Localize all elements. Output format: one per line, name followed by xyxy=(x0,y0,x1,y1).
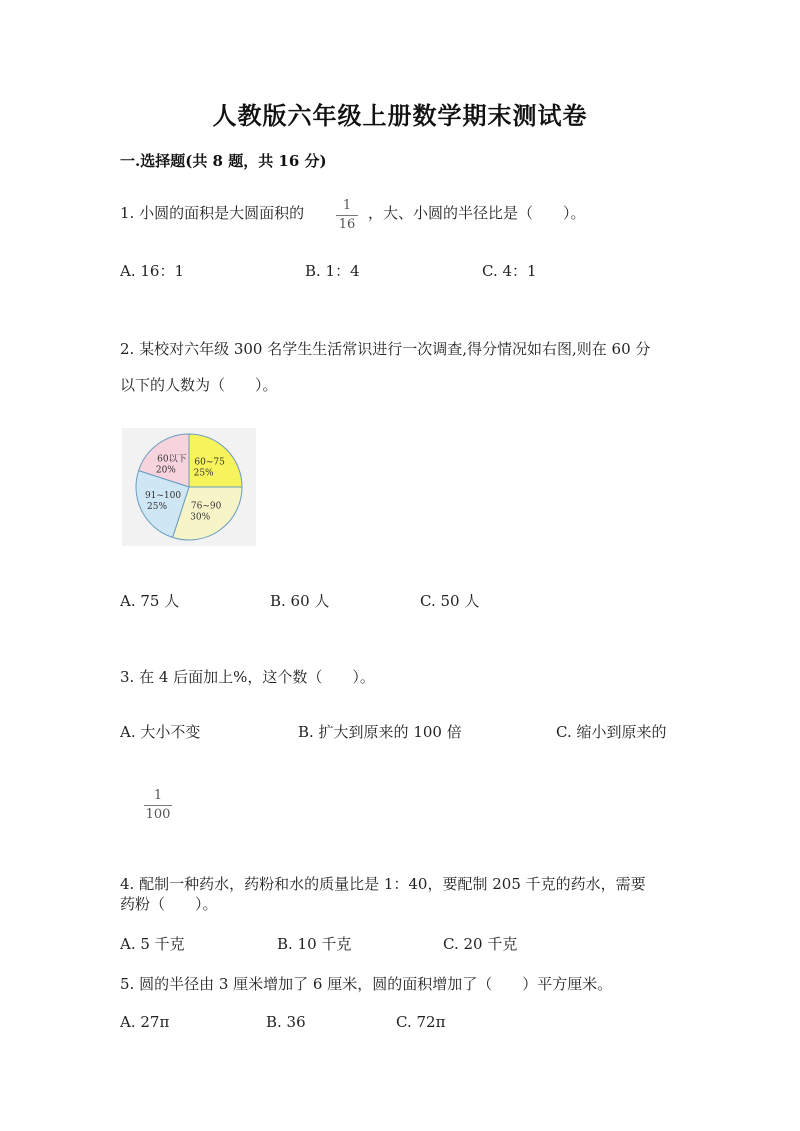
q1-fraction xyxy=(336,198,358,233)
q3-option-c: C. 缩小到原来的 xyxy=(556,723,667,741)
fraction-bar xyxy=(144,805,172,806)
pie-slice-percent: 25% xyxy=(193,468,214,479)
q3-fraction-numerator: 1 xyxy=(153,788,163,803)
q4-line-2: 药粉（ ）。 xyxy=(120,895,218,913)
q3-text: 3. 在 4 后面加上%，这个数（ ）。 xyxy=(120,668,375,686)
pie-slice-label: 60~75 xyxy=(194,457,225,468)
q3-fraction-denominator: 100 xyxy=(145,807,171,822)
q4-option-b: B. 10 千克 xyxy=(277,935,352,953)
q3-fraction xyxy=(144,788,172,823)
pie-slice-label: 76~90 xyxy=(190,501,222,512)
q2-line-1: 2. 某校对六年级 300 名学生生活常识进行一次调查,得分情况如右图,则在 60 分 xyxy=(120,340,651,358)
q1-option-b: B. 1：4 xyxy=(305,262,360,280)
q1-option-a: A. 16：1 xyxy=(120,262,184,280)
q4-option-c: C. 20 千克 xyxy=(443,935,518,953)
q1-option-c: C. 4：1 xyxy=(482,262,537,280)
section-heading: 一.选择题(共 8 题，共 16 分) xyxy=(120,152,327,170)
q1-fraction-numerator: 1 xyxy=(342,198,352,213)
q4-option-a: A. 5 千克 xyxy=(120,935,185,953)
q1-text-after: ，大、小圆的半径比是（ ）。 xyxy=(368,204,586,222)
q2-option-a: A. 75 人 xyxy=(120,592,180,610)
q5-option-b: B. 36 xyxy=(266,1013,306,1031)
q5-option-a: A. 27π xyxy=(120,1013,170,1031)
page-title: 人教版六年级上册数学期末测试卷 xyxy=(212,101,588,130)
q2-line-2: 以下的人数为（ ）。 xyxy=(120,376,278,394)
q3-option-a: A. 大小不变 xyxy=(120,723,201,741)
pie-slice-percent: 25% xyxy=(147,502,168,513)
q4-line-1: 4. 配制一种药水，药粉和水的质量比是 1：40，要配制 205 千克的药水，需要 xyxy=(120,875,646,893)
pie-slice-label: 60以下 xyxy=(157,454,187,465)
q2-option-c: C. 50 人 xyxy=(420,592,480,610)
pie-slice-percent: 20% xyxy=(155,465,176,476)
q3-option-b: B. 扩大到原来的 100 倍 xyxy=(298,723,462,741)
pie-slice-percent: 30% xyxy=(190,512,211,523)
q1-text-before: 1. 小圆的面积是大圆面积的 xyxy=(120,204,305,222)
q5-option-c: C. 72π xyxy=(396,1013,446,1031)
q1-fraction-denominator: 16 xyxy=(338,217,356,232)
pie-slice-label: 91~100 xyxy=(144,491,182,502)
q5-text: 5. 圆的半径由 3 厘米增加了 6 厘米，圆的面积增加了（ ）平方厘米。 xyxy=(120,975,613,993)
pie-chart xyxy=(122,428,256,546)
q2-option-b: B. 60 人 xyxy=(270,592,330,610)
fraction-bar xyxy=(336,215,358,216)
pie-chart-svg xyxy=(122,428,256,546)
